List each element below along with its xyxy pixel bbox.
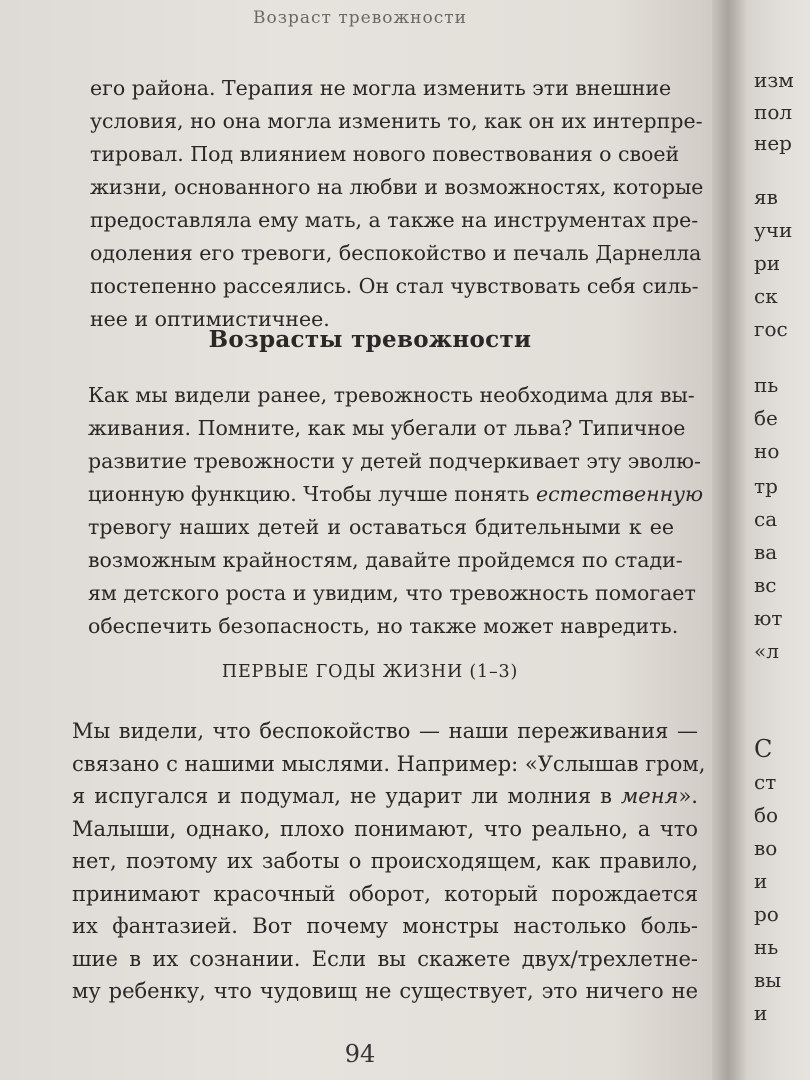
- text-line: принимают красочный оборот, который порождается: [72, 881, 698, 906]
- book-gutter: [712, 0, 748, 1080]
- paragraph-early-years: [72, 715, 706, 1008]
- text-line-with-italic: [72, 780, 698, 813]
- right-page-fragment: «л: [754, 639, 779, 663]
- right-page-fragment: ют: [754, 606, 783, 630]
- subsection-heading: ПЕРВЫЕ ГОДЫ ЖИЗНИ (1–3): [221, 662, 519, 682]
- text-line: нее и оптимистичнее.: [90, 307, 330, 331]
- right-page-fragment: учи: [754, 218, 793, 242]
- right-page-fragment: ро: [754, 902, 779, 926]
- text-line: обеспечить безопасность, но также может навредить.: [88, 614, 679, 638]
- text-segment: ».: [678, 784, 698, 808]
- text-line: развитие тревожности у детей подчеркивает эту эволю-: [88, 449, 701, 473]
- italic-word: естественную: [535, 482, 704, 506]
- right-page-fragment: ва: [754, 540, 778, 564]
- right-page-fragment: изм: [754, 68, 794, 92]
- text-line: Мы видели, что беспокойство — наши переживания —: [72, 719, 698, 743]
- right-page-fragment: бо: [754, 803, 779, 827]
- right-page-fragment: яв: [754, 185, 778, 209]
- page-number: 94: [344, 1040, 376, 1068]
- text-line: условия, но она могла изменить то, как он их интерпре-: [90, 109, 703, 133]
- text-line: шие в их сознании. Если вы скажете двух/трехлетне-: [72, 946, 698, 971]
- text-line: нет, поэтому их заботы о происходящем, как правило,: [72, 849, 698, 873]
- right-page-fragment: нер: [754, 131, 792, 155]
- italic-word: меня: [620, 784, 679, 808]
- right-page-fragment: ст: [754, 770, 777, 794]
- text-line: тировал. Под влиянием нового повествования о своей: [90, 142, 680, 166]
- text-line: Как мы видели ранее, тревожность необходима для вы-: [88, 383, 695, 407]
- section-heading: Возрасты тревожности: [208, 326, 532, 353]
- paragraph-darnell-conclusion: [90, 72, 704, 336]
- text-line: одоления его тревоги, беспокойство и печаль Дарнелла: [90, 241, 702, 265]
- running-header: Возраст тревожности: [253, 8, 467, 28]
- text-segment: я испугался и подумал, не ударит ли молния в: [72, 784, 612, 808]
- text-line: му ребенку, что чудовищ не существует, это ничего не: [72, 979, 698, 1003]
- text-line: ям детского роста и увидим, что тревожность помогает: [88, 581, 696, 605]
- right-page-fragment: но: [754, 439, 780, 463]
- right-page-fragment: вы: [754, 968, 782, 992]
- right-page-fragment: и: [754, 1001, 768, 1025]
- text-line: жизни, основанного на любви и возможностях, которые: [90, 175, 704, 199]
- right-page-edge: [746, 0, 810, 1080]
- right-page-fragment: во: [754, 836, 778, 860]
- paragraph-anxiety-ages-intro: [88, 379, 704, 643]
- text-line: их фантазией. Вот почему монстры настолько боль-: [72, 914, 698, 938]
- right-page-fragment: С: [754, 735, 773, 763]
- right-page-fragment: са: [754, 507, 778, 531]
- right-page-fragment: пол: [754, 100, 793, 124]
- right-page-fragment: ск: [754, 284, 778, 308]
- right-page-fragment: гос: [754, 317, 788, 341]
- text-line: связано с нашими мыслями. Например: «Услышав гром,: [72, 751, 706, 776]
- text-line: тревогу наших детей и оставаться бдительными к ее: [88, 515, 674, 539]
- text-line: его района. Терапия не могла изменить эти внешние: [90, 76, 672, 100]
- text-line: предоставляла ему мать, а также на инструментах пре-: [90, 208, 699, 232]
- text-line: возможным крайностям, давайте пройдемся по стади-: [88, 548, 683, 572]
- right-page-fragment: пь: [754, 373, 779, 397]
- right-page-fragment: бе: [754, 406, 778, 430]
- right-page-fragment: и: [754, 869, 768, 893]
- right-page-fragment: ри: [754, 251, 781, 275]
- text-line: живания. Помните, как мы убегали от льва? Типичное: [88, 416, 686, 440]
- right-page-fragment: вс: [754, 573, 777, 597]
- text-line-with-italic: [88, 478, 704, 511]
- text-line: постепенно рассеялись. Он стал чувствовать себя силь-: [90, 274, 699, 298]
- text-line: Малыши, однако, плохо понимают, что реально, а что: [72, 816, 698, 841]
- right-page-fragment: нь: [754, 935, 779, 959]
- right-page-fragment: тр: [754, 474, 778, 498]
- text-segment: ционную функцию. Чтобы лучше понять: [88, 482, 530, 506]
